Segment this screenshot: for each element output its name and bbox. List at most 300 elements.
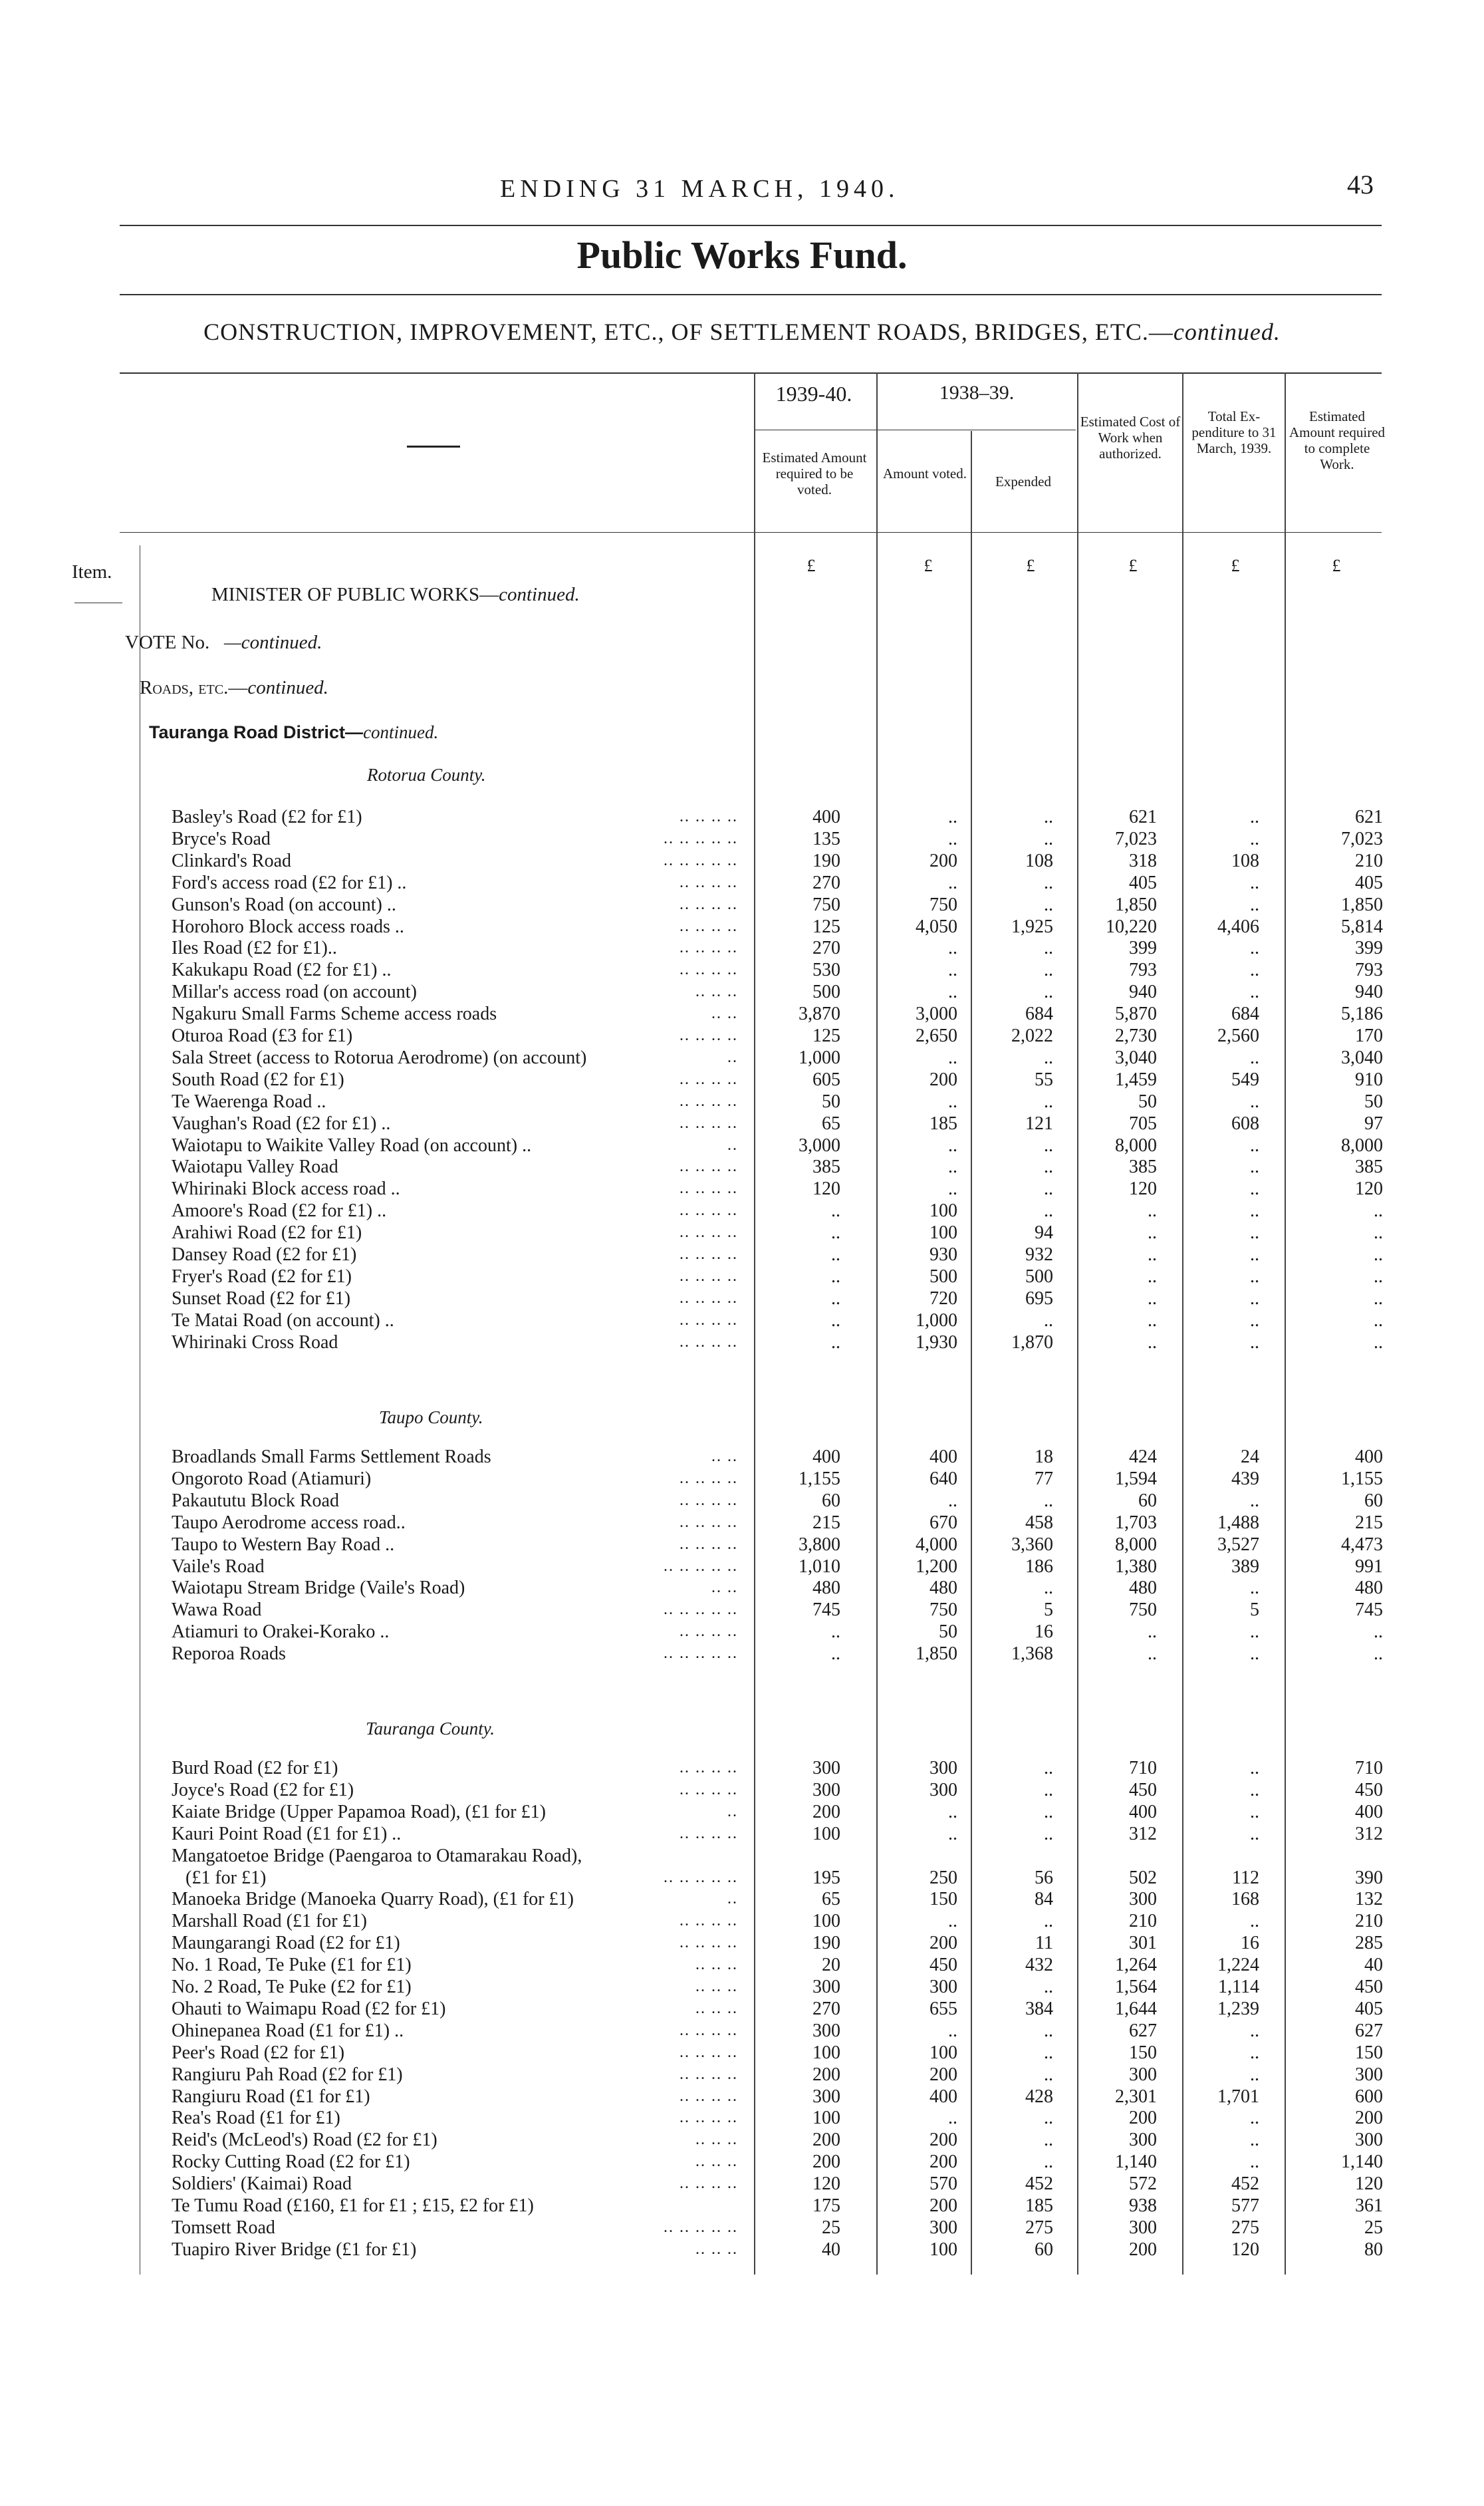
table-row [0,1178,1484,1200]
cell-est-required: 3,870 [799,1004,840,1025]
cell-est-required: 65 [822,1889,840,1910]
cell-expended: 11 [1035,1933,1053,1954]
leader-dots: .. .. .. .. [680,1535,738,1553]
table-row [0,2173,1484,2195]
cell-amount-voted: 100 [929,2239,957,2260]
cell-est-complete: 621 [1355,807,1383,827]
cell-est-required: 100 [812,1911,840,1932]
cell-total-exp: .. [1250,1911,1259,1932]
title-rule [120,294,1382,295]
road-name: Rea's Road (£1 for £1) [172,2108,340,2129]
cell-est-required: 135 [812,828,840,849]
cell-total-exp: .. [1250,828,1259,849]
table-row [0,806,1484,828]
cell-amount-voted: 400 [929,2086,957,2107]
cell-expended: .. [1044,2042,1053,2063]
cell-est-required: 215 [812,1512,840,1533]
cell-est-cost: .. [1148,1244,1157,1265]
road-name: Te Matai Road (on account) .. [172,1310,394,1331]
cell-amount-voted: .. [948,2108,957,2129]
cell-amount-voted: 200 [929,2064,957,2085]
cell-est-cost: 200 [1129,2108,1157,2129]
cell-amount-voted: 400 [929,1447,957,1467]
cell-est-cost: 318 [1129,850,1157,871]
district-continued: continued. [363,722,439,742]
table-row [0,1156,1484,1178]
cell-est-required: 195 [812,1867,840,1888]
cell-amount-voted: 200 [929,850,957,871]
cell-est-cost: 627 [1129,2020,1157,2041]
roads-text: Roads, etc.— [140,677,248,698]
cell-est-required: 3,800 [799,1534,840,1555]
leader-dots: .. .. .. .. [680,1824,738,1842]
table-row [0,850,1484,872]
cell-total-exp: 3,527 [1217,1534,1259,1555]
cell-est-cost: 300 [1129,2064,1157,2085]
leader-dots: .. .. .. .. [680,1224,738,1242]
cell-total-exp: 439 [1231,1468,1259,1489]
leader-dots: .. .. .. .. [680,1158,738,1176]
cell-est-complete: .. [1374,1288,1383,1309]
cell-total-exp: .. [1250,807,1259,827]
cell-expended: .. [1044,1135,1053,1156]
cell-expended: .. [1044,2152,1053,2173]
cell-est-cost: 2,301 [1115,2086,1157,2107]
cell-total-exp: 608 [1231,1113,1259,1134]
road-name: Peer's Road (£2 for £1) [172,2042,345,2063]
table-row [0,2042,1484,2064]
cell-total-exp: 4,406 [1217,916,1259,937]
road-name: Kaiate Bridge (Upper Papamoa Road), (£1 for £1) [172,1801,546,1822]
leader-dots: .. [727,1802,738,1820]
cell-est-complete: 710 [1355,1758,1383,1778]
cell-est-complete: .. [1374,1643,1383,1665]
cell-expended: 458 [1025,1512,1053,1533]
cell-total-exp: 16 [1241,1933,1259,1954]
running-title: ENDING 31 MARCH, 1940. [500,175,900,203]
cell-expended: .. [1044,938,1053,959]
cell-est-cost: 572 [1129,2173,1157,2195]
cell-est-complete: .. [1374,1331,1383,1353]
item-label: Item. [72,561,112,583]
cell-amount-voted: .. [948,1490,957,1511]
cell-expended: .. [1044,2130,1053,2151]
cell-est-complete: 120 [1355,1179,1383,1200]
cell-est-complete: 745 [1355,1600,1383,1621]
cell-est-complete: 200 [1355,2108,1383,2129]
road-name: Marshall Road (£1 for £1) [172,1911,367,1932]
cell-est-complete: 400 [1355,1447,1383,1467]
cell-total-exp: .. [1250,894,1259,915]
cell-est-required: 120 [812,2173,840,2195]
table-row [0,2239,1484,2261]
cell-est-cost: 7,023 [1115,828,1157,849]
cell-est-cost: 3,040 [1115,1047,1157,1068]
cell-est-cost: 200 [1129,2239,1157,2260]
cell-est-complete: 300 [1355,2064,1383,2085]
cell-est-required: 25 [822,2217,840,2238]
road-name: Te Waerenga Road .. [172,1091,326,1112]
cell-est-complete: 480 [1355,1578,1383,1599]
cell-est-complete: 390 [1355,1867,1383,1888]
road-name: Sala Street (access to Rotorua Aerodrome) (on account) [172,1047,587,1068]
cell-expended: .. [1044,1977,1053,1997]
cell-est-complete: 80 [1364,2239,1383,2260]
cell-total-exp: .. [1250,1801,1259,1822]
cell-total-exp: .. [1250,960,1259,981]
unit-0: £ [806,556,816,575]
cell-amount-voted: 50 [939,1621,957,1643]
cell-amount-voted: 1,850 [916,1643,957,1665]
cell-total-exp: 108 [1231,850,1259,871]
table-row [0,1976,1484,1998]
cell-total-exp: .. [1250,2042,1259,2063]
cell-amount-voted: 1,200 [916,1556,957,1577]
cell-est-required: 270 [812,1998,840,2019]
cell-expended: 384 [1025,1998,1053,2019]
cell-est-complete: 450 [1355,1779,1383,1800]
road-name: Basley's Road (£2 for £1) [172,807,362,827]
cell-est-cost: 750 [1129,1600,1157,1621]
leader-dots: .. [727,1048,738,1066]
cell-amount-voted: 1,000 [916,1310,957,1331]
cell-expended: 94 [1035,1222,1053,1244]
cell-expended: .. [1044,1179,1053,1200]
unit-4: £ [1231,556,1240,575]
road-name: Waiotapu Valley Road [172,1157,338,1178]
cell-est-cost: 8,000 [1115,1534,1157,1555]
road-name: Kakukapu Road (£2 for £1) .. [172,960,392,981]
cell-amount-voted: 750 [929,1600,957,1621]
cell-expended: 56 [1035,1867,1053,1888]
road-name: Clinkard's Road [172,850,292,871]
cell-amount-voted: 200 [929,1069,957,1090]
cell-est-required: .. [831,1222,840,1244]
road-name: Tuapiro River Bridge (£1 for £1) [172,2239,417,2260]
minister-text: MINISTER OF PUBLIC WORKS— [211,584,499,605]
cell-est-complete: 5,186 [1341,1004,1383,1025]
cell-est-cost: 8,000 [1115,1135,1157,1156]
cell-est-cost: 312 [1129,1823,1157,1844]
cell-est-complete: 361 [1355,2195,1383,2216]
cell-est-required: 3,000 [799,1135,840,1156]
table-row [0,2129,1484,2151]
cell-amount-voted: .. [948,1135,957,1156]
table-row [0,937,1484,959]
cell-est-cost: 1,644 [1115,1998,1157,2019]
year-1939-40: 1939-40. [775,382,852,406]
cell-est-cost: 10,220 [1106,916,1157,937]
leader-dots: .. .. .. .. [680,939,738,957]
cell-est-complete: 627 [1355,2020,1383,2041]
leader-dots: .. .. [711,1579,738,1597]
page-number: 43 [1347,170,1374,200]
cell-est-complete: 50 [1364,1091,1383,1112]
cell-amount-voted: 4,050 [916,916,957,937]
cell-est-complete: 399 [1355,938,1383,959]
leader-dots: .. .. .. .. .. [664,1557,738,1575]
cell-est-cost: 938 [1129,2195,1157,2216]
cell-amount-voted: 100 [929,2042,957,2063]
road-name: Rangiuru Pah Road (£2 for £1) [172,2064,403,2085]
leader-dots: .. .. .. .. [680,1092,738,1110]
table-row [0,1954,1484,1976]
cell-amount-voted: .. [948,2020,957,2041]
cell-est-required: .. [831,1266,840,1287]
cell-expended: 1,870 [1011,1331,1053,1353]
leader-dots: .. .. .. [695,983,738,1001]
cell-total-exp: 275 [1231,2217,1259,2238]
cell-est-complete: 1,155 [1341,1468,1383,1489]
minister-heading [211,584,580,606]
table-row [0,2107,1484,2129]
header-rule [120,225,1382,226]
road-name: Joyce's Road (£2 for £1) [172,1779,354,1800]
road-name: South Road (£2 for £1) [172,1069,344,1090]
road-name: Wawa Road [172,1600,262,1621]
cell-total-exp: 577 [1231,2195,1259,2216]
cell-total-exp: .. [1250,1266,1259,1287]
cell-est-cost: 1,380 [1115,1556,1157,1577]
roads-heading [140,677,328,699]
leader-dots: .. .. [711,1005,738,1023]
leader-dots: .. .. .. .. [680,1333,738,1351]
cell-est-complete: 1,140 [1341,2152,1383,2173]
cell-total-exp: .. [1250,2064,1259,2085]
leader-dots: .. .. .. .. [680,2175,738,2193]
cell-amount-voted: 300 [929,2217,957,2238]
leader-dots: .. .. .. .. [680,1912,738,1930]
cell-est-cost: 793 [1129,960,1157,981]
cell-est-required: 300 [812,1977,840,1997]
cell-expended: 18 [1035,1447,1053,1467]
table-row [0,1512,1484,1534]
cell-est-cost: 1,459 [1115,1069,1157,1090]
cell-total-exp: .. [1250,2130,1259,2151]
table-row [0,1244,1484,1266]
road-name: Reid's (McLeod's) Road (£2 for £1) [172,2130,437,2151]
cell-total-exp: .. [1250,1779,1259,1800]
cell-expended: 695 [1025,1288,1053,1309]
cell-amount-voted: .. [948,1091,957,1112]
cell-total-exp: 684 [1231,1004,1259,1025]
road-name: Maungarangi Road (£2 for £1) [172,1933,400,1954]
cell-amount-voted: 570 [929,2173,957,2195]
cell-expended: .. [1044,807,1053,827]
table-row [0,1757,1484,1779]
vote-text: VOTE No. [125,632,210,653]
cell-amount-voted: .. [948,807,957,827]
cell-amount-voted: .. [948,1157,957,1178]
road-name: Broadlands Small Farms Settlement Roads [172,1447,491,1467]
cell-est-complete: 215 [1355,1512,1383,1533]
cell-est-complete: 405 [1355,1998,1383,2019]
road-name: (£1 for £1) [172,1867,267,1888]
cell-amount-voted: .. [948,1911,957,1932]
cell-est-required: 40 [822,2239,840,2260]
cell-amount-voted: 480 [929,1578,957,1599]
cell-est-complete: 1,850 [1341,894,1383,915]
cell-amount-voted: 4,000 [916,1534,957,1555]
cell-est-cost: 50 [1138,1091,1157,1112]
table-row [0,1910,1484,1932]
table-row [0,1200,1484,1222]
cell-expended: 2,022 [1011,1026,1053,1046]
cell-est-cost: 450 [1129,1779,1157,1800]
leader-dots: .. .. .. .. [680,1780,738,1798]
cell-expended: .. [1044,1801,1053,1822]
road-name: Taupo Aerodrome access road.. [172,1512,406,1533]
cell-est-cost: 60 [1138,1490,1157,1511]
road-name: Waiotapu Stream Bridge (Vaile's Road) [172,1578,465,1599]
cell-est-cost: 424 [1129,1447,1157,1467]
leader-dots: .. [727,1890,738,1908]
road-name: Whirinaki Cross Road [172,1331,338,1353]
road-name: Amoore's Road (£2 for £1) .. [172,1200,387,1222]
leader-dots: .. .. .. .. [680,917,738,935]
cell-est-required: 300 [812,2020,840,2041]
cell-est-required: 100 [812,2108,840,2129]
cell-est-cost: .. [1148,1643,1157,1665]
cell-expended: .. [1044,960,1053,981]
road-name: Reporoa Roads [172,1643,286,1665]
cell-est-required: .. [831,1200,840,1222]
cell-est-cost: 300 [1129,2130,1157,2151]
cell-est-complete: .. [1374,1244,1383,1265]
cell-est-required: 200 [812,2152,840,2173]
cell-est-required: 530 [812,960,840,981]
cell-est-complete: 60 [1364,1490,1383,1511]
cell-amount-voted: 670 [929,1512,957,1533]
cell-amount-voted: .. [948,1823,957,1844]
cell-expended: 84 [1035,1889,1053,1910]
cell-amount-voted: 930 [929,1244,957,1265]
table-row [0,1446,1484,1468]
leader-dots: .. .. .. .. .. [664,1645,738,1663]
road-name: Tomsett Road [172,2217,275,2238]
cell-est-required: 190 [812,1933,840,1954]
table-row [0,959,1484,981]
cell-amount-voted: 655 [929,1998,957,2019]
cell-amount-voted: 450 [929,1955,957,1976]
cell-expended: 452 [1025,2173,1053,2195]
cell-est-cost: 1,850 [1115,894,1157,915]
cell-est-cost: 2,730 [1115,1026,1157,1046]
county-heading: Taupo County. [379,1407,483,1427]
cell-est-complete: 150 [1355,2042,1383,2063]
cell-expended: 186 [1025,1556,1053,1577]
cell-est-required: 750 [812,894,840,915]
leader-dots: .. .. .. .. [680,2043,738,2061]
cell-est-complete: 97 [1364,1113,1383,1134]
cell-amount-voted: 250 [929,1867,957,1888]
cell-expended: 1,925 [1011,916,1053,937]
cell-amount-voted: 200 [929,2152,957,2173]
cell-expended: 932 [1025,1244,1053,1265]
cell-est-complete: 400 [1355,1801,1383,1822]
road-name: Vaile's Road [172,1556,265,1577]
col-amount-voted: Amount voted. [883,466,967,482]
leader-dots: .. .. .. .. [680,1070,738,1088]
cell-est-cost: 1,594 [1115,1468,1157,1489]
cell-est-cost: 1,703 [1115,1512,1157,1533]
cell-total-exp: 1,488 [1217,1512,1259,1533]
table-row [0,1801,1484,1823]
cell-est-cost: 480 [1129,1578,1157,1599]
cell-total-exp: 2,560 [1217,1026,1259,1046]
cell-est-required: .. [831,1244,840,1265]
col-est-cost: Estimated Cost of Work when authorized. [1080,414,1181,462]
cell-est-required: 100 [812,2042,840,2063]
cell-est-required: 1,010 [799,1556,840,1577]
cell-amount-voted: 640 [929,1468,957,1489]
cell-total-exp: 112 [1232,1867,1259,1888]
cell-est-complete: 312 [1355,1823,1383,1844]
cell-expended: 121 [1025,1113,1053,1134]
leader-dots: .. .. .. .. [680,1246,738,1263]
cell-expended: 108 [1025,850,1053,871]
cell-est-cost: 150 [1129,2042,1157,2063]
cell-amount-voted: 500 [929,1266,957,1287]
unit-1: £ [924,556,933,575]
table-row [0,1490,1484,1512]
cell-est-cost: 210 [1129,1911,1157,1932]
col-est-complete: Estimated Amount required to complete Work. [1289,408,1386,472]
cell-est-required: 200 [812,2064,840,2085]
cell-est-complete: 450 [1355,1977,1383,1997]
cell-est-complete: 7,023 [1341,828,1383,849]
road-name: No. 1 Road, Te Puke (£1 for £1) [172,1955,412,1976]
table-row [0,1025,1484,1047]
table-row [0,2020,1484,2042]
cell-total-exp: .. [1250,1179,1259,1200]
road-name: Pakaututu Block Road [172,1490,339,1511]
table-row [0,1599,1484,1621]
cell-est-complete: 940 [1355,982,1383,1003]
leader-dots: .. .. .. .. [680,1759,738,1776]
cell-est-required: 200 [812,2130,840,2151]
leader-dots: .. .. .. .. [680,1623,738,1641]
cell-est-complete: 385 [1355,1157,1383,1178]
vote-heading [125,632,322,654]
county-heading: Rotorua County. [367,765,486,785]
cell-expended: 185 [1025,2195,1053,2216]
table-row [0,1003,1484,1025]
cell-expended: .. [1044,1758,1053,1778]
cell-est-complete: 4,473 [1341,1534,1383,1555]
leader-dots: .. .. .. .. [680,2087,738,2105]
cell-total-exp: 5 [1250,1600,1259,1621]
table-row [0,1867,1484,1889]
cell-expended: .. [1044,2108,1053,2129]
leader-dots: .. .. .. .. .. [664,1868,738,1886]
cell-total-exp: .. [1250,1823,1259,1844]
col-est-required: Estimated Amount required to be voted. [762,450,867,497]
cell-est-required: .. [831,1310,840,1331]
cell-est-required: 400 [812,807,840,827]
cell-est-complete: 170 [1355,1026,1383,1046]
table-row [0,2195,1484,2217]
cell-total-exp: .. [1250,1222,1259,1244]
cell-total-exp: .. [1250,1200,1259,1222]
cell-est-cost: 300 [1129,1889,1157,1910]
road-name: Ngakuru Small Farms Scheme access roads [172,1004,497,1025]
table-row [0,894,1484,916]
leader-dots: .. .. .. .. [680,873,738,891]
table-row [0,1331,1484,1353]
table-row [0,981,1484,1003]
cell-est-cost: .. [1148,1621,1157,1643]
